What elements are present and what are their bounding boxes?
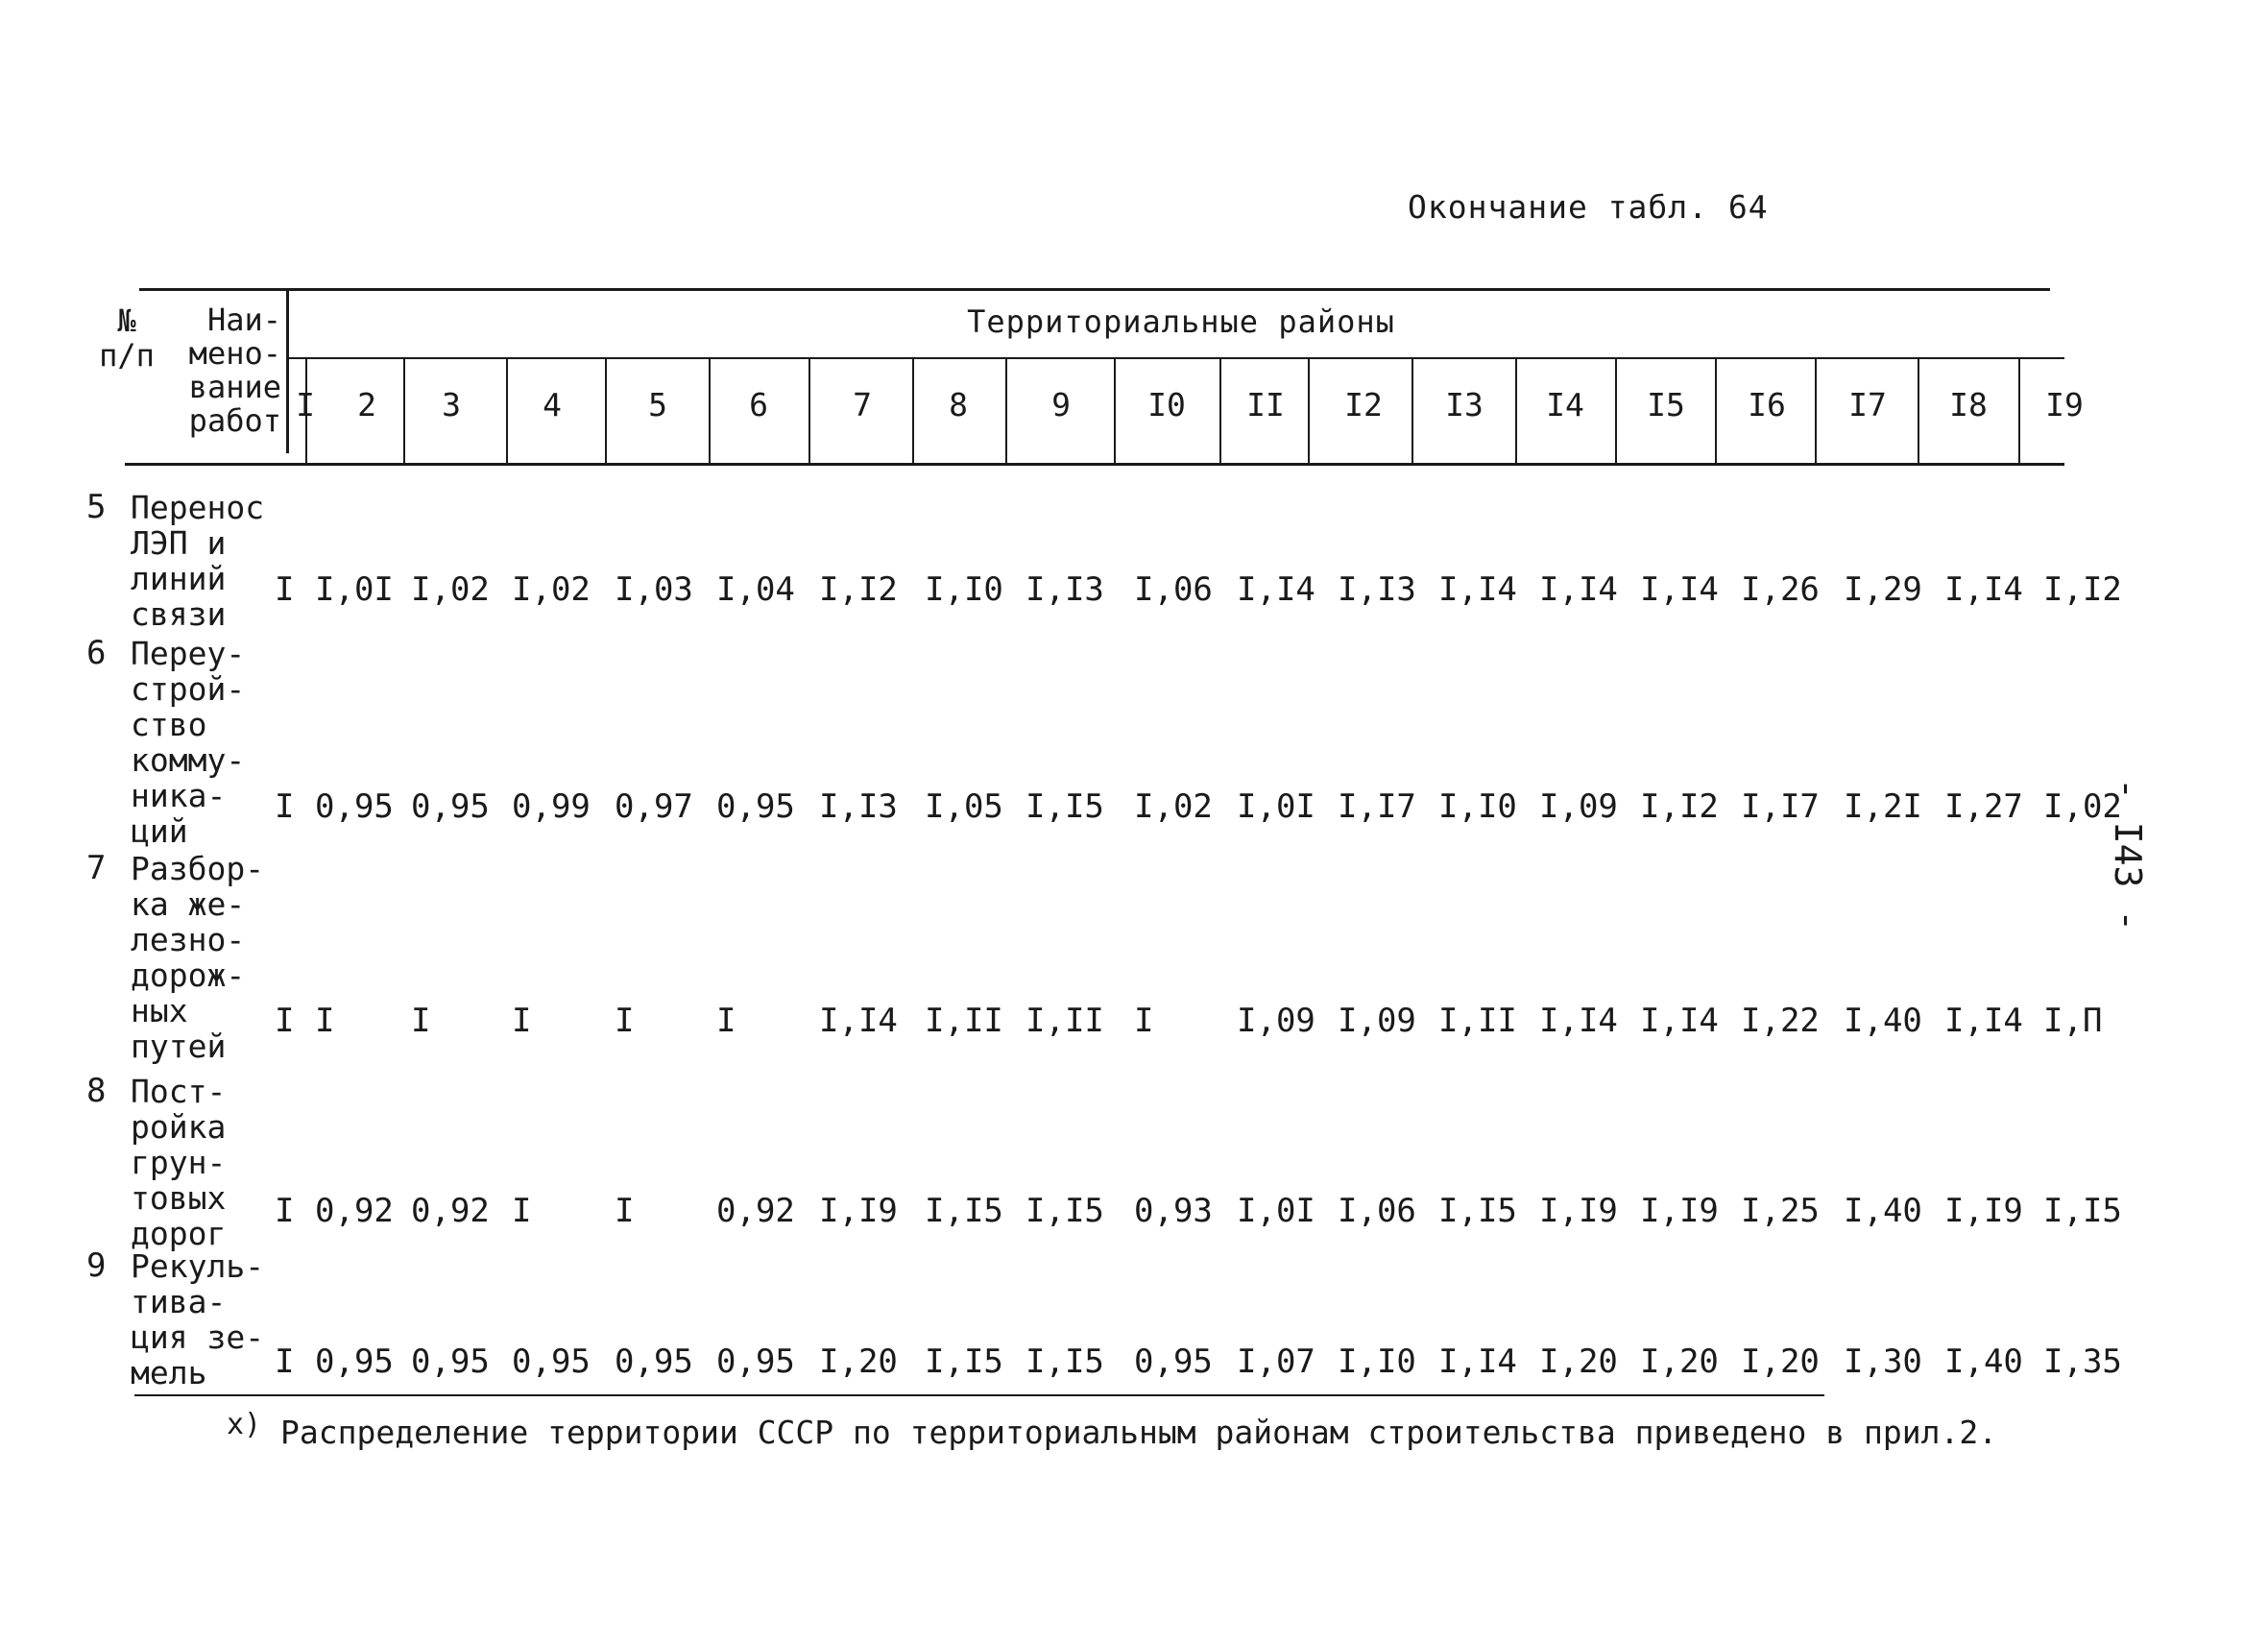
page-number: - I43 - bbox=[2107, 778, 2149, 932]
row-work-name: Разбор- ка же- лезно- дорож- ных путей bbox=[131, 850, 265, 1065]
column-separator bbox=[2018, 359, 2020, 463]
table-cell: I bbox=[512, 1192, 532, 1230]
column-separator bbox=[912, 359, 914, 463]
table-caption: Окончание табл. 64 bbox=[1408, 188, 1769, 226]
header-top-rule bbox=[139, 288, 2050, 291]
table-cell: I,П bbox=[2043, 1002, 2103, 1040]
table-cell: I bbox=[315, 1002, 335, 1040]
table-cell: I,I9 bbox=[819, 1192, 898, 1230]
row-work-name: Пост- ройка грун- товых дорог bbox=[131, 1073, 227, 1252]
table-cell: 0,92 bbox=[315, 1192, 394, 1230]
table-cell: I,30 bbox=[1844, 1343, 1922, 1381]
table-cell: I,I0 bbox=[925, 570, 1003, 609]
row-number: 7 bbox=[86, 849, 107, 887]
column-separator bbox=[1715, 359, 1717, 463]
table-cell: I,I9 bbox=[1539, 1192, 1618, 1230]
table-cell: 0,95 bbox=[411, 787, 490, 826]
column-header: I3 bbox=[1445, 386, 1484, 423]
column-separator bbox=[1219, 359, 1221, 463]
column-header: 6 bbox=[749, 386, 768, 423]
table-cell: I,07 bbox=[1237, 1343, 1315, 1381]
column-header: I8 bbox=[1949, 386, 1988, 423]
column-header: I2 bbox=[1344, 386, 1383, 423]
table-cell: I,I3 bbox=[1025, 570, 1104, 609]
table-cell: I bbox=[275, 1192, 295, 1230]
header-regions-title: Территориальные районы bbox=[967, 303, 1395, 340]
row-number: 6 bbox=[86, 634, 107, 672]
table-cell: I,I3 bbox=[819, 787, 898, 826]
table-cell: I,25 bbox=[1741, 1192, 1820, 1230]
table-cell: I,29 bbox=[1844, 570, 1922, 609]
column-header: 9 bbox=[1051, 386, 1071, 423]
table-cell: I,I2 bbox=[1640, 787, 1719, 826]
column-separator bbox=[1005, 359, 1007, 463]
table-cell: 0,95 bbox=[315, 1343, 394, 1381]
table-cell: I,35 bbox=[2043, 1343, 2122, 1381]
column-separator bbox=[1615, 359, 1617, 463]
column-separator bbox=[1411, 359, 1413, 463]
header-bottom-rule bbox=[125, 463, 2064, 466]
table-cell: I,20 bbox=[1539, 1343, 1618, 1381]
table-cell: I bbox=[275, 1343, 295, 1381]
table-cell: I bbox=[615, 1002, 635, 1040]
column-header: 7 bbox=[853, 386, 872, 423]
table-cell: I,40 bbox=[1844, 1192, 1922, 1230]
table-cell: I,I5 bbox=[925, 1343, 1003, 1381]
table-cell: I,I5 bbox=[1025, 1343, 1104, 1381]
table-cell: I,06 bbox=[1338, 1192, 1416, 1230]
column-separator bbox=[506, 359, 508, 463]
column-header: I5 bbox=[1647, 386, 1685, 423]
table-cell: I,I4 bbox=[1640, 570, 1719, 609]
column-header: 4 bbox=[543, 386, 562, 423]
table-cell: I,0I bbox=[315, 570, 394, 609]
table-cell: I,27 bbox=[1944, 787, 2023, 826]
row-work-name: Рекуль- тива- ция зе- мель bbox=[131, 1247, 265, 1391]
column-separator bbox=[1114, 359, 1116, 463]
table-cell: I bbox=[716, 1002, 736, 1040]
table-cell: I,I2 bbox=[819, 570, 898, 609]
table-cell: I,I5 bbox=[1438, 1192, 1517, 1230]
table-cell: 0,93 bbox=[1134, 1192, 1213, 1230]
row-work-name: Перенос ЛЭП и линий связи bbox=[131, 489, 265, 633]
table-cell: I,20 bbox=[1741, 1343, 1820, 1381]
table-cell: I,I2 bbox=[2043, 570, 2122, 609]
column-separator bbox=[808, 359, 810, 463]
header-number-label: № п/п bbox=[99, 302, 155, 374]
table-cell: I,26 bbox=[1741, 570, 1820, 609]
row-work-name: Переу- строй- ство комму- никa- ций bbox=[131, 635, 246, 850]
table-cell: I,22 bbox=[1741, 1002, 1820, 1040]
table-cell: 0,92 bbox=[411, 1192, 490, 1230]
column-separator bbox=[1308, 359, 1310, 463]
column-separator bbox=[709, 359, 711, 463]
table-cell: I,I5 bbox=[1025, 787, 1104, 826]
table-cell: I,I5 bbox=[2043, 1192, 2122, 1230]
column-header: 3 bbox=[442, 386, 461, 423]
table-cell: I,I4 bbox=[1539, 570, 1618, 609]
column-header: I4 bbox=[1546, 386, 1584, 423]
column-separator bbox=[605, 359, 607, 463]
column-header: I7 bbox=[1848, 386, 1887, 423]
table-cell: 0,95 bbox=[615, 1343, 693, 1381]
table-bottom-rule bbox=[134, 1394, 1824, 1396]
footnote-text: Распределение территории СССР по территориальным районам строительства приведено в прил.2. bbox=[280, 1414, 1998, 1451]
column-header: I9 bbox=[2045, 386, 2084, 423]
table-cell: I,I0 bbox=[1438, 787, 1517, 826]
column-header: 2 bbox=[357, 386, 376, 423]
table-cell: I,I4 bbox=[1237, 570, 1315, 609]
table-cell: I,I3 bbox=[1338, 570, 1416, 609]
table-cell: 0,95 bbox=[716, 787, 795, 826]
table-cell: I,I4 bbox=[1438, 1343, 1517, 1381]
table-cell: I,I4 bbox=[819, 1002, 898, 1040]
table-cell: I bbox=[275, 787, 295, 826]
table-cell: I,I7 bbox=[1741, 787, 1820, 826]
table-cell: 0,95 bbox=[315, 787, 394, 826]
column-separator bbox=[403, 359, 405, 463]
column-separator bbox=[1918, 359, 1919, 463]
table-cell: I,02 bbox=[2043, 787, 2122, 826]
table-cell: 0,95 bbox=[512, 1343, 591, 1381]
row-number: 8 bbox=[86, 1072, 107, 1110]
table-cell: I,I4 bbox=[1944, 570, 2023, 609]
table-cell: I,II bbox=[925, 1002, 1003, 1040]
table-cell: I bbox=[615, 1192, 635, 1230]
table-cell: I,02 bbox=[512, 570, 591, 609]
table-cell: I,I4 bbox=[1438, 570, 1517, 609]
table-cell: 0,95 bbox=[411, 1343, 490, 1381]
table-cell: I,20 bbox=[819, 1343, 898, 1381]
table-cell: I bbox=[512, 1002, 532, 1040]
table-cell: I,40 bbox=[1944, 1343, 2023, 1381]
table-cell: I bbox=[275, 570, 295, 609]
table-cell: I bbox=[411, 1002, 431, 1040]
footnote bbox=[227, 1408, 1997, 1451]
column-header: I bbox=[296, 386, 315, 423]
table-cell: 0,95 bbox=[1134, 1343, 1213, 1381]
column-header: 5 bbox=[648, 386, 667, 423]
table-cell: I,02 bbox=[1134, 787, 1213, 826]
header-mid-rule bbox=[288, 357, 2064, 359]
row-number: 5 bbox=[86, 488, 107, 526]
table-cell: 0,99 bbox=[512, 787, 591, 826]
table-cell: I,09 bbox=[1539, 787, 1618, 826]
table-cell: I,03 bbox=[615, 570, 693, 609]
table-cell: I,I4 bbox=[1539, 1002, 1618, 1040]
table-cell: I,0I bbox=[1237, 787, 1315, 826]
table-cell: I bbox=[275, 1002, 295, 1040]
table-cell: I,09 bbox=[1338, 1002, 1416, 1040]
table-cell: 0,97 bbox=[615, 787, 693, 826]
row-number: 9 bbox=[86, 1246, 107, 1285]
table-cell: I,I9 bbox=[1640, 1192, 1719, 1230]
header-name-label: Наи- мено- вание работ bbox=[188, 302, 281, 439]
table-cell: I,I9 bbox=[1944, 1192, 2023, 1230]
table-cell: 0,92 bbox=[716, 1192, 795, 1230]
column-separator bbox=[1815, 359, 1817, 463]
table-cell: I,I0 bbox=[1338, 1343, 1416, 1381]
table-cell: I,0I bbox=[1237, 1192, 1315, 1230]
table-cell: I,II bbox=[1025, 1002, 1104, 1040]
footnote-marker: x) bbox=[227, 1408, 262, 1441]
column-header: I6 bbox=[1748, 386, 1786, 423]
table-cell: I bbox=[1134, 1002, 1154, 1040]
table-cell: I,I5 bbox=[1025, 1192, 1104, 1230]
column-header: I0 bbox=[1147, 386, 1186, 423]
table-cell: I,I7 bbox=[1338, 787, 1416, 826]
table-cell: I,09 bbox=[1237, 1002, 1315, 1040]
table-cell: I,I5 bbox=[925, 1192, 1003, 1230]
table-cell: I,2I bbox=[1844, 787, 1922, 826]
table-cell: I,I4 bbox=[1944, 1002, 2023, 1040]
table-cell: I,20 bbox=[1640, 1343, 1719, 1381]
table-cell: 0,95 bbox=[716, 1343, 795, 1381]
table-cell: I,05 bbox=[925, 787, 1003, 826]
column-header: 8 bbox=[949, 386, 968, 423]
column-header: II bbox=[1246, 386, 1285, 423]
table-cell: I,04 bbox=[716, 570, 795, 609]
table-cell: I,40 bbox=[1844, 1002, 1922, 1040]
table-cell: I,06 bbox=[1134, 570, 1213, 609]
table-cell: I,I4 bbox=[1640, 1002, 1719, 1040]
column-separator bbox=[1515, 359, 1517, 463]
table-cell: I,II bbox=[1438, 1002, 1517, 1040]
table-cell: I,02 bbox=[411, 570, 490, 609]
